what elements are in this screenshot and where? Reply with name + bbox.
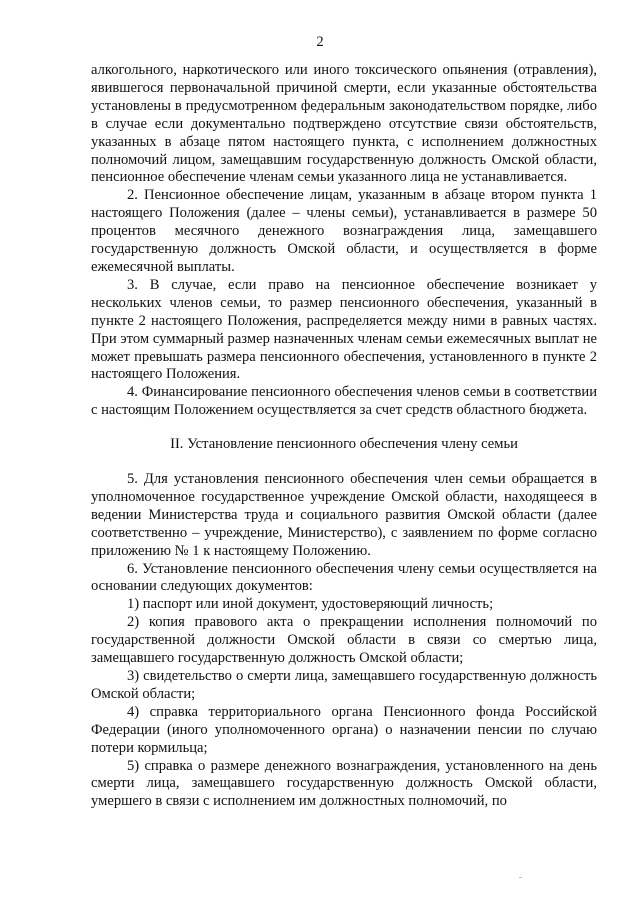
scan-mark	[519, 877, 522, 878]
page-number: 2	[316, 34, 324, 50]
list-item-3: 3) свидетельство о смерти лица, замещавшего государственную должность Омской области;	[91, 668, 597, 702]
document-body	[91, 62, 597, 811]
list-item-4: 4) справка территориального органа Пенсионного фонда Российской Федерации (иного уполномоченного органа) о назначении пенсии по случаю потери кормильца;	[91, 703, 597, 756]
list-item-1: 1) паспорт или иной документ, удостоверяющий личность;	[127, 596, 494, 613]
paragraph-item-4: 4. Финансирование пенсионного обеспечения членов семьи в соответствии с настоящим Положением осуществляется за счет средств областного бюджета.	[91, 384, 597, 419]
paragraph-item-3: 3. В случае, если право на пенсионное обеспечение возникает у нескольких членов семьи, то размер пенсионного обеспечения, указанный в пункте 2 настоящего Положения, распределяется между ними в равных частях. При этом суммарный размер назначенных членам семьи ежемесячных выплат не может превышать размера пенсионного обеспечения, установленного в пункте 2 настоящего Положения.	[91, 276, 597, 383]
paragraph-item-2: 2. Пенсионное обеспечение лицам, указанным в абзаце втором пункта 1 настоящего Положения (далее – члены семьи), устанавливается в размере 50 процентов месячного денежного вознаграждения лица, замещавшего государственную должность Омской области, и осуществляется в форме ежемесячной выплаты.	[91, 187, 597, 275]
paragraph-item-6: 6. Установление пенсионного обеспечения члену семьи осуществляется на основании следующих документов:	[91, 560, 597, 595]
paragraph-continuation: алкогольного, наркотического или иного токсического опьянения (отравления), явившегося первоначальной причиной смерти, если указанные обстоятельства установлены в предусмотренном федеральным законодательством порядке, либо в случае если документально подтверждено отсутствие связи обстоятельств, указанных в абзаце пятом настоящего пункта, с исполнением должностных полномочий лицом, замещавшим государственную должность Омской области, пенсионное обеспечение членам семьи указанного лица не устанавливается.	[91, 62, 597, 186]
paragraph-item-5: 5. Для установления пенсионного обеспечения член семьи обращается в уполномоченное государственное учреждение Омской области, находящееся в ведении Министерства труда и социального развития Омской области (далее соответственно – учреждение, Министерство), с заявлением по форме согласно приложению № 1 к настоящему Положению.	[91, 471, 597, 559]
list-item-5: 5) справка о размере денежного вознаграждения, установленного на день смерти лица, замещавшего государственную должность Омской области, умершего в связи с исполнением им должностных полномочий, по	[91, 757, 597, 810]
section-heading: II. Установление пенсионного обеспечения члену семьи	[170, 436, 518, 453]
list-item-2: 2) копия правового акта о прекращении исполнения полномочий по государственной должности Омской области в связи со смертью лица, замещавшего государственную должность Омской области;	[91, 614, 597, 667]
